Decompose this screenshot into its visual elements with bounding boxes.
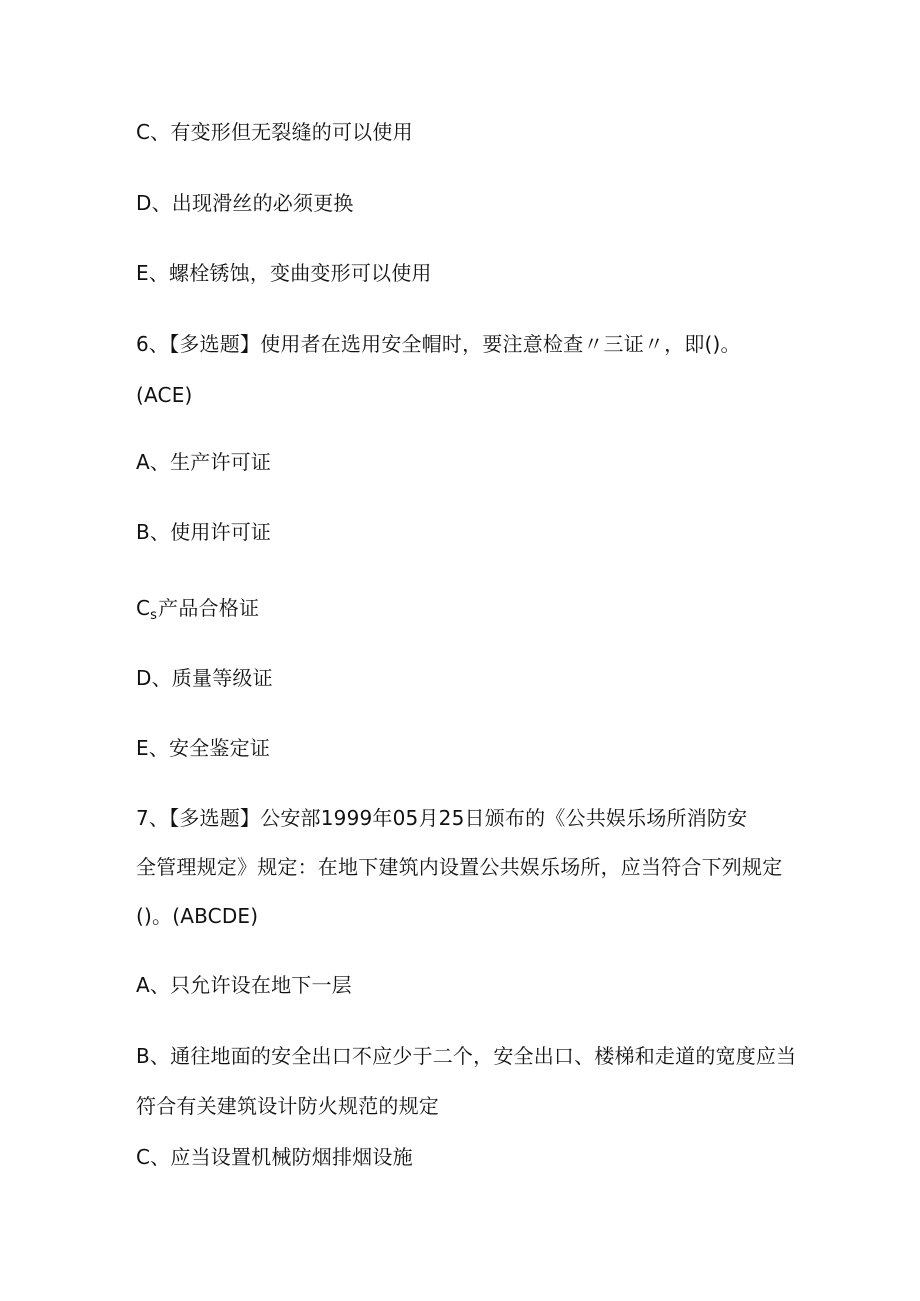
q5-option-c: C、有变形但无裂缝的可以使用 [136, 120, 413, 144]
q6-option-c-subscript: s [150, 608, 158, 623]
q7-question-line-2: 全管理规定》规定：在地下建筑内设置公共娱乐场所，应当符合下列规定 [136, 855, 783, 879]
q5-option-d: D、出现滑丝的必须更换 [136, 191, 354, 215]
q6-option-e: E、安全鉴定证 [136, 736, 271, 760]
q6-option-a: A、生产许可证 [136, 450, 272, 474]
q6-answer: (ACE) [136, 383, 193, 407]
q6-question: 6、【多选题】使用者在选用安全帽时，要注意检查〃三证〃，即()。 [136, 332, 741, 356]
q6-option-c [136, 594, 259, 630]
q6-option-c-text: 产品合格证 [158, 596, 260, 620]
q7-question-line-1: 7、【多选题】公安部1999年05月25日颁布的《公共娱乐场所消防安 [136, 806, 748, 830]
q6-option-c-letter: C [136, 596, 151, 620]
q6-option-d: D、质量等级证 [136, 666, 273, 690]
q7-question-line-3: ()。(ABCDE) [136, 904, 259, 928]
q5-option-e: E、螺栓锈蚀，变曲变形可以使用 [136, 261, 432, 285]
q7-option-a: A、只允许设在地下一层 [136, 973, 352, 997]
q7-option-b-line-2: 符合有关建筑设计防火规范的规定 [136, 1094, 439, 1118]
q7-option-c: C、应当设置机械防烟排烟设施 [136, 1145, 413, 1169]
q7-option-b-line-1: B、通往地面的安全出口不应少于二个，安全出口、楼梯和走道的宽度应当 [136, 1044, 797, 1068]
q6-option-b: B、使用许可证 [136, 520, 272, 544]
